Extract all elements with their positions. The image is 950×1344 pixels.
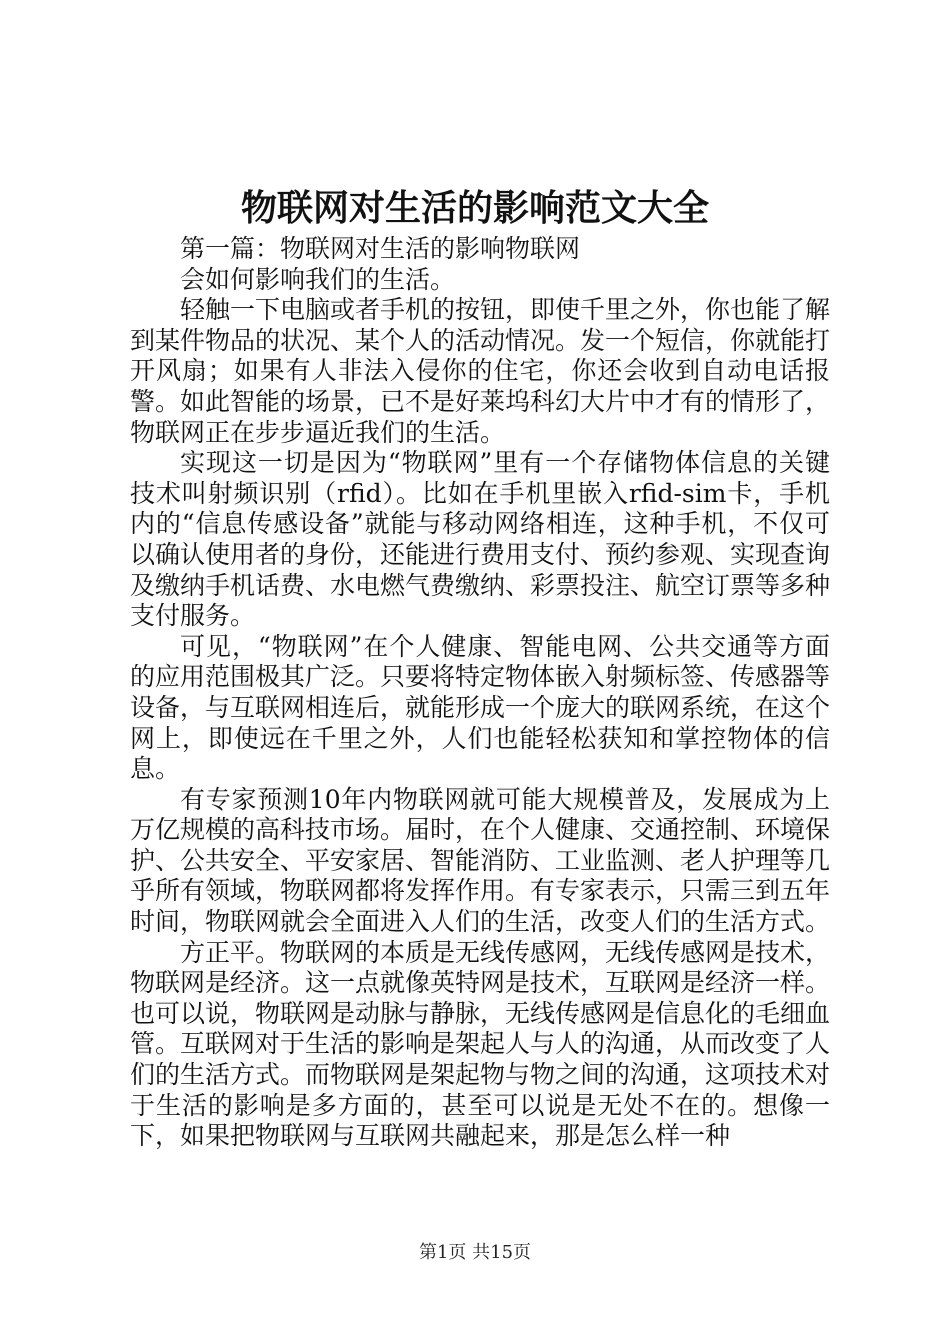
paragraph-7: 方正平。物联网的本质是无线传感网，无线传感网是技术，物联网是经济。这一点就像英特网是技术，互联网是经济一样。也可以说，物联网是动脉与静脉，无线传感网是信息化的毛细血管。互联网对于生活的影响是架起人与人的沟通，从而改变了人们的生活方式。而物联网是架起物与物之间的沟通，这项技术对于生活的影响是多方面的，甚至可以说是无处不在的。想像一下，如果把物联网与互联网共融起来，那是怎么样一种 — [130, 937, 831, 1151]
paragraph-3: 轻触一下电脑或者手机的按钮，即使千里之外，你也能了解到某件物品的状况、某个人的活动情况。发一个短信，你就能打开风扇；如果有人非法入侵你的住宅，你还会收到自动电话报警。如此智能的场景，已不是好莱坞科幻大片中才有的情形了，物联网正在步步逼近我们的生活。 — [130, 295, 831, 447]
paragraph-5: 可见，“物联网”在个人健康、智能电网、公共交通等方面的应用范围极其广泛。只要将特定物体嵌入射频标签、传感器等设备，与互联网相连后，就能形成一个庞大的联网系统，在这个网上，即使远在千里之外，人们也能轻松获知和掌控物体的信息。 — [130, 631, 831, 784]
paragraph-6: 有专家预测10年内物联网就可能大规模普及，发展成为上万亿规模的高科技市场。届时，在个人健康、交通控制、环境保护、公共安全、平安家居、智能消防、工业监测、老人护理等几乎所有领域，物联网都将发挥作用。有专家表示，只需三到五年时间，物联网就会全面进入人们的生活，改变人们的生活方式。 — [130, 784, 831, 937]
document-title: 物联网对生活的影响范文大全 — [240, 187, 709, 229]
document-body — [130, 234, 830, 1152]
paragraph-4: 实现这一切是因为“物联网”里有一个存储物体信息的关键技术叫射频识别（rfid）。比如在手机里嵌入rfid-sim卡，手机内的“信息传感设备”就能与移动网络相连，这种手机，不仅可以确认使用者的身份，还能进行费用支付、预约参观、实现查询及缴纳手机话费、水电燃气费缴纳、彩票投注、航空订票等多种支付服务。 — [130, 448, 831, 631]
page-footer: 第1页 共15页 — [418, 1242, 532, 1263]
paragraph-2: 会如何影响我们的生活。 — [180, 264, 456, 294]
paragraph-1: 第一篇：物联网对生活的影响物联网 — [180, 234, 581, 263]
